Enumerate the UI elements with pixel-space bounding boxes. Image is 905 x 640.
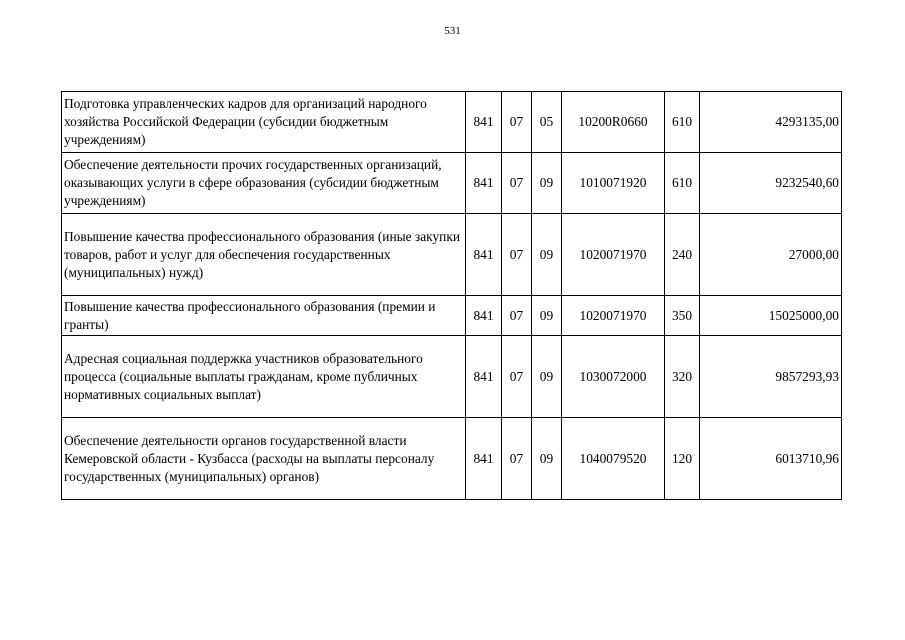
ministry-code: 841 [466, 296, 502, 336]
expense-type-code: 350 [665, 296, 700, 336]
ministry-code: 841 [466, 418, 502, 500]
expense-type-code: 610 [665, 92, 700, 153]
amount-value: 27000,00 [700, 214, 842, 296]
subsection-code: 09 [532, 153, 562, 214]
amount-value: 15025000,00 [700, 296, 842, 336]
subsection-code: 09 [532, 336, 562, 418]
expense-type-code: 240 [665, 214, 700, 296]
section-code: 07 [502, 92, 532, 153]
subsection-code: 09 [532, 214, 562, 296]
row-description: Обеспечение деятельности прочих государственных организаций, оказывающих услуги в сфере образования (субсидии бюджетным учреждениям) [62, 153, 466, 214]
target-article-code: 1030072000 [562, 336, 665, 418]
row-description: Подготовка управленческих кадров для организаций народного хозяйства Российской Федерации (субсидии бюджетным учреждениям) [62, 92, 466, 153]
row-description: Адресная социальная поддержка участников образовательного процесса (социальные выплаты гражданам, кроме публичных нормативных социальных выплат) [62, 336, 466, 418]
budget-table [61, 91, 842, 500]
ministry-code: 841 [466, 214, 502, 296]
table-row [62, 214, 842, 296]
row-description: Повышение качества профессионального образования (иные закупки товаров, работ и услуг для обеспечения государственных (муниципальных) нужд) [62, 214, 466, 296]
target-article-code: 1010071920 [562, 153, 665, 214]
table-row [62, 296, 842, 336]
target-article-code: 1020071970 [562, 214, 665, 296]
section-code: 07 [502, 214, 532, 296]
ministry-code: 841 [466, 336, 502, 418]
section-code: 07 [502, 153, 532, 214]
table-row [62, 336, 842, 418]
subsection-code: 05 [532, 92, 562, 153]
amount-value: 9857293,93 [700, 336, 842, 418]
amount-value: 9232540,60 [700, 153, 842, 214]
page-number: 531 [444, 25, 461, 37]
expense-type-code: 320 [665, 336, 700, 418]
target-article-code: 1040079520 [562, 418, 665, 500]
amount-value: 6013710,96 [700, 418, 842, 500]
row-description: Повышение качества профессионального образования (премии и гранты) [62, 296, 466, 336]
target-article-code: 1020071970 [562, 296, 665, 336]
section-code: 07 [502, 296, 532, 336]
expense-type-code: 120 [665, 418, 700, 500]
amount-value: 4293135,00 [700, 92, 842, 153]
expense-type-code: 610 [665, 153, 700, 214]
ministry-code: 841 [466, 153, 502, 214]
target-article-code: 10200R0660 [562, 92, 665, 153]
subsection-code: 09 [532, 296, 562, 336]
section-code: 07 [502, 336, 532, 418]
table-row [62, 92, 842, 153]
row-description: Обеспечение деятельности органов государственной власти Кемеровской области - Кузбасса (расходы на выплаты персоналу государственных (муниципальных) органов) [62, 418, 466, 500]
section-code: 07 [502, 418, 532, 500]
table-row [62, 153, 842, 214]
ministry-code: 841 [466, 92, 502, 153]
subsection-code: 09 [532, 418, 562, 500]
table-row [62, 418, 842, 500]
